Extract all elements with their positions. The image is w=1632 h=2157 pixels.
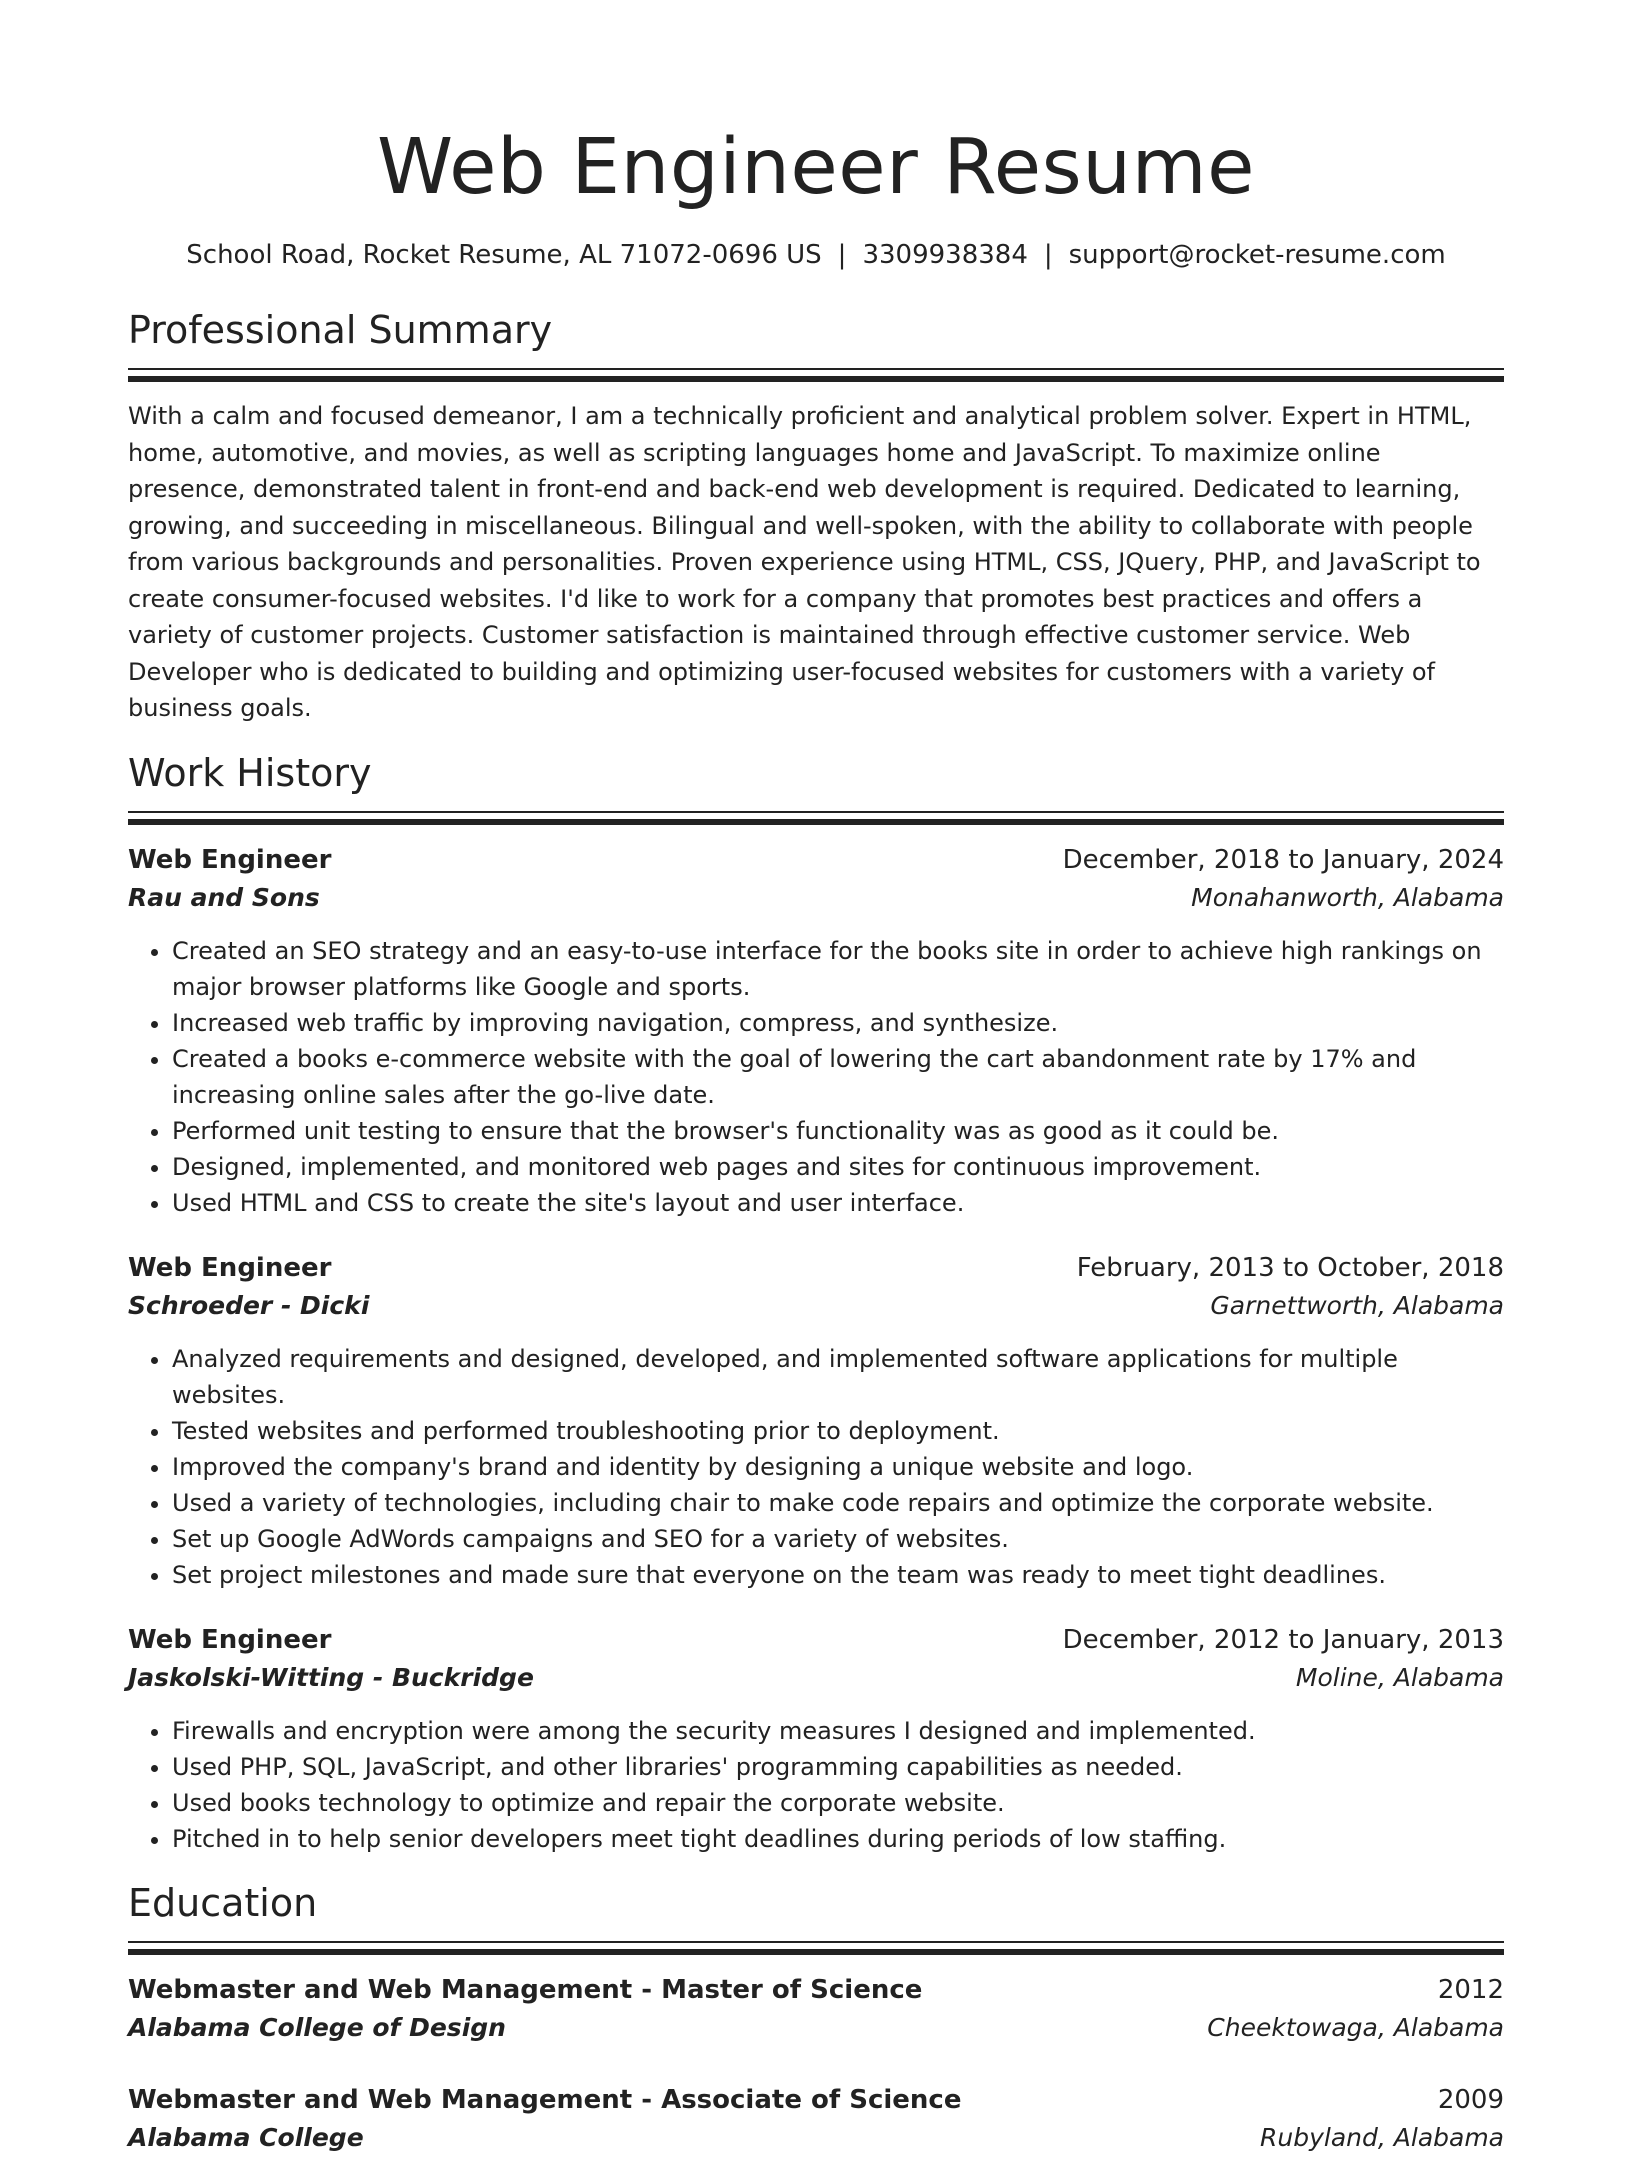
section-title-summary: Professional Summary	[128, 308, 553, 352]
contact-address: School Road, Rocket Resume, AL 71072-0696 US	[186, 240, 822, 270]
job-bullet: • Created an SEO strategy and an easy-to-use interface for the books site in order to achieve high rankings on major browser platforms like Google and sports.	[172, 933, 1504, 1005]
job-location: Garnettworth, Alabama	[1210, 1290, 1504, 1320]
job-bullet: • Used books technology to optimize and repair the corporate website.	[172, 1785, 1504, 1821]
job-bullet: • Used PHP, SQL, JavaScript, and other libraries' programming capabilities as needed.	[172, 1749, 1504, 1785]
education-entry	[128, 1971, 1504, 2047]
contact-email: support@rocket-resume.com	[1068, 240, 1446, 270]
education-degree: Webmaster and Web Management - Master of Science	[128, 1974, 923, 2005]
education-year: 2009	[1437, 2084, 1504, 2115]
education-section	[128, 1879, 1504, 2157]
work-history-section	[128, 749, 1504, 1857]
job-title: Web Engineer	[128, 1624, 332, 1655]
contact-phone: 3309938384	[862, 240, 1028, 270]
education-entry	[128, 2081, 1504, 2157]
job-entry	[128, 1621, 1504, 1857]
job-company: Rau and Sons	[128, 882, 320, 912]
job-location: Monahanworth, Alabama	[1191, 882, 1504, 912]
job-bullet: • Improved the company's brand and identity by designing a unique website and logo.	[172, 1449, 1504, 1485]
job-bullet: • Used HTML and CSS to create the site's layout and user interface.	[172, 1185, 1504, 1221]
education-school: Alabama College of Design	[128, 2012, 506, 2042]
job-bullet: • Used a variety of technologies, including chair to make code repairs and optimize the corporate website.	[172, 1485, 1504, 1521]
resume-title: Web Engineer Resume	[377, 123, 1255, 212]
job-bullet: • Increased web traffic by improving navigation, compress, and synthesize.	[172, 1005, 1504, 1041]
job-bullet: • Analyzed requirements and designed, developed, and implemented software applications for multiple websites.	[172, 1341, 1504, 1413]
job-company: Schroeder - Dicki	[128, 1290, 370, 1320]
job-bullet: • Pitched in to help senior developers meet tight deadlines during periods of low staffing.	[172, 1821, 1504, 1857]
job-title: Web Engineer	[128, 844, 332, 875]
section-divider	[128, 811, 1504, 825]
education-location: Rubyland, Alabama	[1260, 2122, 1504, 2152]
job-bullet: • Created a books e-commerce website with the goal of lowering the cart abandonment rate by 17% and increasing online sales after the go-live date.	[172, 1041, 1504, 1113]
job-company: Jaskolski-Witting - Buckridge	[128, 1662, 534, 1692]
resume-page	[128, 0, 1504, 2157]
contact-separator: |	[837, 240, 847, 270]
job-bullet: • Firewalls and encryption were among the security measures I designed and implemented.	[172, 1713, 1504, 1749]
job-title: Web Engineer	[128, 1252, 332, 1283]
summary-text: With a calm and focused demeanor, I am a technically proficient and analytical problem solver. Expert in HTML, home, automotive, and movies, as well as scripting languages home and JavaScript. To maximize online presence, demonstrated talent in front-end and back-end web development is required. Dedicated to learning, growing, and succeeding in miscellaneous. Bilingual and well-spoken, with the ability to collaborate with people from various backgrounds and personalities. Proven experience using HTML, CSS, JQuery, PHP, and JavaScript to create consumer-focused websites. I'd like to work for a company that promotes best practices and offers a variety of customer projects. Customer satisfaction is maintained through effective customer service. Web Developer who is dedicated to building and optimizing user-focused websites for customers with a variety of business goals.	[128, 402, 1481, 722]
job-dates: December, 2018 to January, 2024	[1062, 844, 1504, 875]
job-bullet: • Set project milestones and made sure that everyone on the team was ready to meet tight deadlines.	[172, 1557, 1504, 1593]
job-bullets	[128, 933, 1504, 1221]
education-school: Alabama College	[128, 2122, 364, 2152]
job-location: Moline, Alabama	[1295, 1662, 1504, 1692]
education-degree: Webmaster and Web Management - Associate of Science	[128, 2084, 962, 2115]
section-title-education: Education	[128, 1880, 318, 1925]
job-entry	[128, 1249, 1504, 1593]
summary-section	[128, 306, 1504, 727]
job-entry	[128, 841, 1504, 1221]
job-dates: February, 2013 to October, 2018	[1076, 1252, 1504, 1283]
job-bullet: • Set up Google AdWords campaigns and SEO for a variety of websites.	[172, 1521, 1504, 1557]
job-dates: December, 2012 to January, 2013	[1062, 1624, 1504, 1655]
section-divider	[128, 1941, 1504, 1955]
education-location: Cheektowaga, Alabama	[1207, 2012, 1504, 2042]
job-bullet: • Designed, implemented, and monitored web pages and sites for continuous improvement.	[172, 1149, 1504, 1185]
education-year: 2012	[1437, 1974, 1504, 2005]
job-bullet: • Performed unit testing to ensure that the browser's functionality was as good as it could be.	[172, 1113, 1504, 1149]
section-divider	[128, 368, 1504, 382]
section-title-work: Work History	[128, 750, 372, 795]
job-bullets	[128, 1713, 1504, 1857]
job-bullet: • Tested websites and performed troubleshooting prior to deployment.	[172, 1413, 1504, 1449]
job-bullets	[128, 1341, 1504, 1593]
contact-separator: |	[1043, 240, 1053, 270]
contact-line	[128, 238, 1504, 272]
